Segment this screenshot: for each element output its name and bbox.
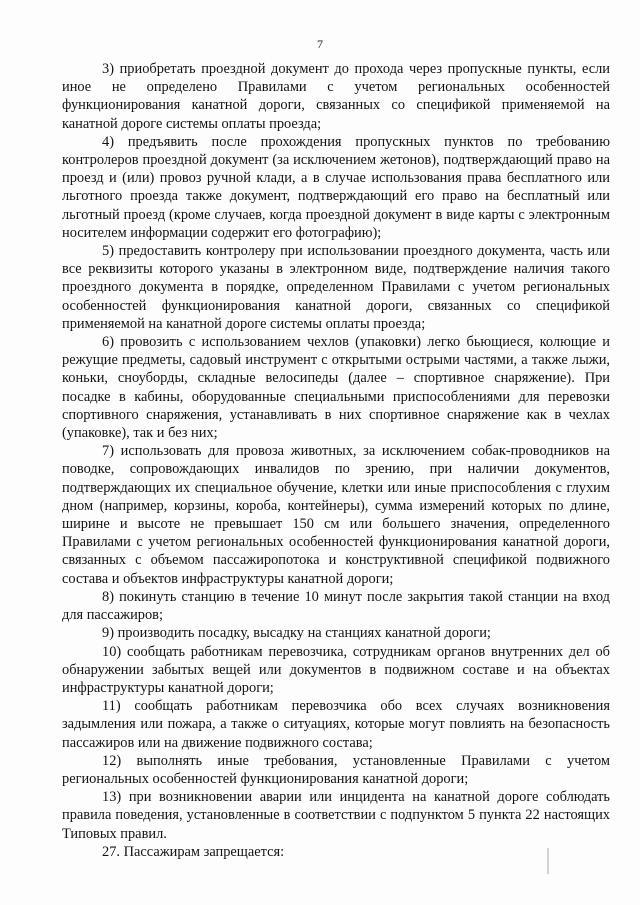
section-heading-27: 27. Пассажирам запрещается: <box>102 843 285 860</box>
paragraph-item-5: 5) предоставить контролеру при использовании проездного документа, часть или все реквизиты которого указаны в электронном виде, подтверждение наличия такого проездного документа в порядке, определенном Правилами с учетом региональных особенностей функционирования канатной дороги, связанных со спецификой применяемой на канатной дороге системы оплаты проезда; <box>62 243 610 332</box>
paragraph-item-3: 3) приобретать проездной документ до прохода через пропускные пункты, если иное не определено Правилами с учетом региональных особенностей функционирования канатной дороги, связанных со спецификой применяемой на канатной дороге системы оплаты проезда; <box>62 61 610 132</box>
paragraph-item-9: 9) производить посадку, высадку на станциях канатной дороги; <box>102 625 491 642</box>
paragraph-item-12: 12) выполнять иные требования, установленные Правилами с учетом региональных особенностей функционирования канатной дороги; <box>62 752 610 787</box>
paragraph-item-13: 13) при возникновении аварии или инцидента на канатной дороге соблюдать правила поведения, установленные в соответствии с подпунктом 5 пункта 22 настоящих Типовых правил. <box>62 789 610 842</box>
paragraph-item-11: 11) сообщать работникам перевозчика обо всех случаях возникновения задымления или пожара, а также о ситуациях, которые могут повлиять на безопасность пассажиров или на движение подвижного состава; <box>62 698 610 751</box>
page-body <box>62 60 610 861</box>
paragraph-item-10: 10) сообщать работникам перевозчика, сотрудникам органов внутренних дел об обнаружении забытых вещей или документов в подвижном составе и на объектах инфраструктуры канатной дороги; <box>62 643 610 696</box>
paragraph-item-8: 8) покинуть станцию в течение 10 минут после закрытия такой станции на вход для пассажиров; <box>62 588 610 624</box>
paragraph-item-6: 6) провозить с использованием чехлов (упаковки) легко бьющиеся, колющие и режущие предметы, садовый инструмент с открытыми острыми частями, а также лыжи, коньки, сноуборды, складные велосипеды (далее – спортивное снаряжение). При посадке в кабины, оборудованные специальными приспособлениями для перевозки спортивного снаряжения, устанавливать в них спортивное снаряжение как в чехлах (упаковке), так и без них; <box>62 334 610 442</box>
paragraph-item-7: 7) использовать для провоза животных, за исключением собак-проводников на поводке, сопровождающих инвалидов по зрению, при наличии документов, подтверждающих их специальное обучение, клетки или иные приспособления с глухим дном (например, корзины, короба, контейнеры), сумма измерений которых по длине, ширине и высоте не превышает 150 см или большего значения, определенного Правилами с учетом региональных особенностей функционирования канатной дороги, связанных с объемом пассажиропотока и конструктивной спецификой подвижного состава и объектов инфраструктуры канатной дороги; <box>62 443 610 587</box>
page-number: 7 <box>317 37 323 51</box>
paragraph-item-4: 4) предъявить после прохождения пропускных пунктов по требованию контролеров проездной документ (за исключением жетонов), подтверждающий право на проезд и (или) провоз ручной клади, а в случае использования права бесплатного или льготного проезда также документ, подтверждающий его право на бесплатный или льготный проезд (кроме случаев, когда проездной документ в виде карты с электронным носителем информации содержит его фотографию); <box>62 133 610 241</box>
scan-artifact-mark <box>547 848 549 874</box>
